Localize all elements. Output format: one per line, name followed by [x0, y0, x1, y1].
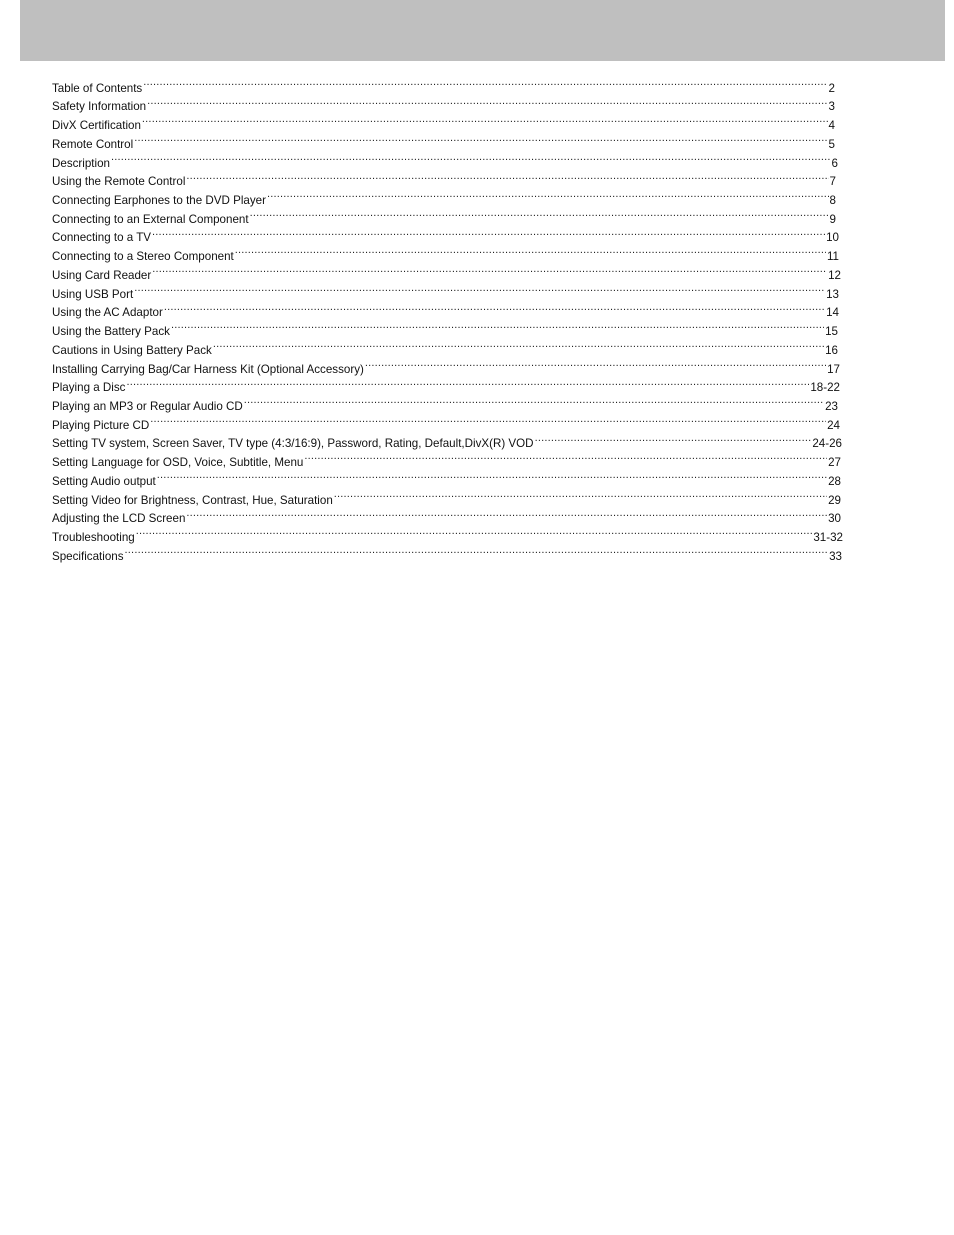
toc-entry-title: Playing an MP3 or Regular Audio CD — [52, 399, 243, 413]
toc-entry[interactable] — [52, 522, 843, 544]
toc-dot-leader — [250, 204, 829, 223]
toc-dot-leader — [535, 429, 812, 448]
toc-entry[interactable] — [52, 541, 842, 563]
toc-entry-page: 5 — [828, 137, 835, 151]
toc-entry-page: 18-22 — [810, 381, 840, 395]
toc-entry[interactable] — [52, 316, 838, 339]
toc-entry-title: Troubleshooting — [52, 530, 135, 544]
toc-entry-page: 9 — [829, 212, 836, 226]
toc-dot-leader — [244, 391, 824, 410]
toc-entry-title: Connecting to an External Component — [52, 212, 249, 226]
toc-entry-title: Using USB Port — [52, 287, 134, 301]
toc-entry[interactable] — [52, 373, 840, 395]
toc-dot-leader — [126, 373, 809, 392]
table-of-contents — [52, 73, 852, 563]
toc-entry-page: 28 — [828, 474, 841, 488]
toc-entry-title: DivX Certification — [52, 119, 141, 133]
toc-entry[interactable] — [52, 279, 839, 301]
toc-entry[interactable] — [52, 167, 836, 189]
toc-entry-title: Using Card Reader — [52, 268, 152, 282]
toc-entry[interactable] — [52, 223, 839, 245]
toc-entry-title: Setting TV system, Screen Saver, TV type (4:3/16:9), Password, Rating, Default,DivX(R) VOD — [52, 437, 534, 451]
toc-dot-leader — [157, 466, 827, 485]
toc-entry-title: Connecting to a Stereo Component — [52, 250, 234, 264]
toc-dot-leader — [111, 148, 831, 167]
toc-entry-title: Using the AC Adaptor — [52, 306, 163, 320]
toc-dot-leader — [152, 260, 827, 279]
toc-entry[interactable] — [52, 485, 841, 507]
toc-entry-title: Using the Battery Pack — [52, 325, 170, 339]
toc-entry[interactable] — [52, 148, 838, 170]
toc-entry-page: 16 — [825, 343, 838, 357]
toc-entry-title: Connecting Earphones to the DVD Player — [52, 194, 266, 208]
toc-entry-title: Remote Control — [52, 137, 134, 151]
toc-dot-leader — [143, 73, 827, 92]
toc-entry-page: 27 — [828, 456, 841, 470]
toc-dot-leader — [125, 541, 829, 560]
toc-entry[interactable] — [52, 110, 835, 133]
toc-entry-page: 29 — [828, 493, 841, 507]
toc-dot-leader — [134, 129, 827, 148]
toc-entry-page: 24-26 — [812, 437, 842, 451]
toc-dot-leader — [365, 354, 826, 373]
toc-entry-title: Cautions in Using Battery Pack — [52, 343, 212, 357]
toc-entry-title: Installing Carrying Bag/Car Harness Kit (Optional Accessory) — [52, 362, 364, 376]
toc-dot-leader — [150, 410, 826, 429]
toc-entry-page: 7 — [829, 175, 836, 189]
toc-dot-leader — [147, 92, 827, 111]
toc-entry-title: Playing Picture CD — [52, 418, 150, 432]
toc-dot-leader — [136, 522, 813, 541]
toc-entry[interactable] — [52, 466, 841, 488]
toc-entry-title: Setting Audio output — [52, 474, 156, 488]
header-band — [20, 0, 945, 61]
toc-entry-title: Safety Information — [52, 100, 147, 114]
toc-entry[interactable] — [52, 73, 835, 95]
toc-entry[interactable] — [52, 260, 841, 282]
toc-entry-page: 8 — [829, 194, 836, 208]
toc-entry-page: 23 — [825, 399, 838, 413]
toc-entry-page: 6 — [831, 156, 838, 170]
toc-entry-page: 17 — [827, 362, 840, 376]
toc-dot-leader — [171, 316, 824, 335]
toc-entry[interactable] — [52, 129, 835, 151]
toc-entry-page: 13 — [826, 287, 839, 301]
toc-dot-leader — [152, 223, 825, 242]
toc-entry-page: 10 — [826, 231, 839, 245]
toc-dot-leader — [267, 185, 829, 204]
toc-dot-leader — [164, 298, 825, 317]
toc-entry-page: 12 — [828, 268, 841, 282]
toc-entry-page: 2 — [828, 81, 835, 95]
toc-entry-title: Description — [52, 156, 110, 170]
toc-entry[interactable] — [52, 92, 835, 114]
toc-entry-page: 15 — [825, 325, 838, 339]
toc-entry-page: 31-32 — [813, 530, 843, 544]
toc-entry[interactable] — [52, 410, 840, 432]
toc-entry[interactable] — [52, 298, 839, 320]
toc-dot-leader — [304, 447, 827, 466]
toc-dot-leader — [213, 335, 824, 354]
toc-entry-title: Setting Language for OSD, Voice, Subtitle, Menu — [52, 456, 304, 470]
toc-entry-title: Using the Remote Control — [52, 175, 186, 189]
toc-entry-page: 24 — [827, 418, 840, 432]
toc-dot-leader — [142, 110, 828, 129]
toc-entry-page: 30 — [828, 512, 841, 526]
toc-dot-leader — [235, 241, 826, 260]
toc-entry-page: 3 — [828, 100, 835, 114]
toc-entry-title: Playing a Disc — [52, 381, 126, 395]
toc-entry-page: 4 — [828, 119, 835, 133]
toc-entry-title: Table of Contents — [52, 81, 143, 95]
toc-entry-title: Setting Video for Brightness, Contrast, Hue, Saturation — [52, 493, 333, 507]
toc-entry[interactable] — [52, 429, 842, 451]
toc-entry-title: Connecting to a TV — [52, 231, 152, 245]
toc-entry-page: 14 — [826, 306, 839, 320]
toc-dot-leader — [186, 504, 827, 523]
toc-dot-leader — [186, 167, 828, 186]
toc-dot-leader — [334, 485, 827, 504]
toc-entry-title: Specifications — [52, 549, 124, 563]
toc-dot-leader — [134, 279, 825, 298]
toc-entry-page: 33 — [829, 549, 842, 563]
toc-entry[interactable] — [52, 391, 838, 413]
toc-entry-title: Adjusting the LCD Screen — [52, 512, 186, 526]
toc-entry[interactable] — [52, 241, 839, 264]
toc-entry-page: 11 — [826, 250, 839, 264]
